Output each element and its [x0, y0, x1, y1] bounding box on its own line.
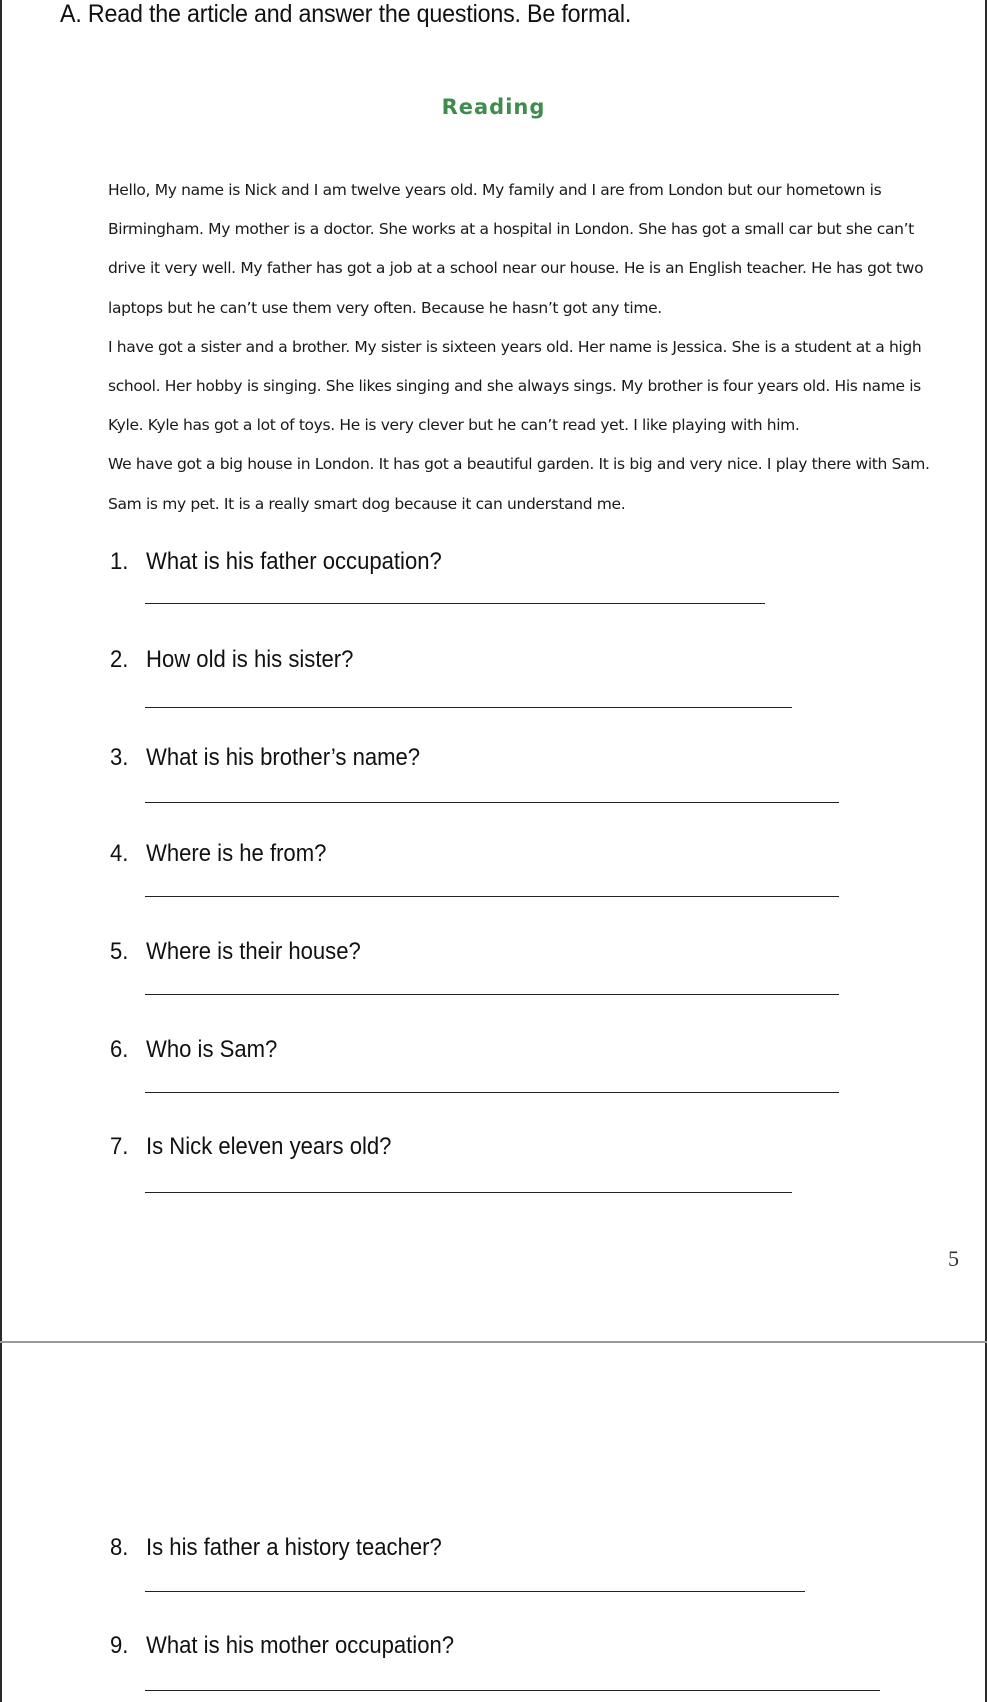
answer-line-2[interactable]: [145, 707, 792, 708]
page-divider: [0, 1341, 987, 1343]
article-line: Hello, My name is Nick and I am twelve years old. My family and I are from London but our hometown is: [108, 181, 882, 199]
question-text: Where is their house?: [146, 938, 361, 965]
question-5: [110, 938, 379, 966]
article-line: school. Her hobby is singing. She likes singing and she always sings. My brother is four years old. His name is: [108, 377, 921, 396]
article-line: Kyle. Kyle has got a lot of toys. He is very clever but he can’t read yet. I like playing with him.: [108, 416, 800, 435]
answer-line-8[interactable]: [145, 1591, 805, 1592]
question-number: 9.: [110, 1632, 129, 1659]
question-number: 2.: [110, 646, 129, 673]
question-number: 1.: [110, 548, 129, 575]
page-border-left: [0, 0, 2, 1702]
question-6: [110, 1036, 289, 1064]
instruction-heading: A. Read the article and answer the questions. Be formal.: [60, 0, 632, 28]
answer-line-7[interactable]: [145, 1192, 792, 1193]
question-number: 8.: [110, 1534, 129, 1561]
reading-title: Reading: [441, 95, 546, 119]
question-text: What is his mother occupation?: [146, 1632, 455, 1659]
article-line: Sam is my pet. It is a really smart dog because it can understand me.: [108, 494, 626, 513]
article-line: We have got a big house in London. It has got a beautiful garden. It is big and very nice. I play there with Sam.: [108, 455, 930, 474]
answer-line-3[interactable]: [145, 802, 839, 803]
page-number: 5: [948, 1246, 959, 1271]
question-text: How old is his sister?: [146, 646, 354, 673]
question-3: [110, 744, 444, 772]
question-text: Is his father a history teacher?: [146, 1534, 442, 1561]
answer-line-4[interactable]: [145, 896, 839, 897]
question-text: Is Nick eleven years old?: [146, 1133, 392, 1160]
article-line: laptops but he can’t use them very often. Because he hasn’t got any time.: [108, 298, 662, 317]
article-line: drive it very well. My father has got a job at a school near our house. He is an English teacher. He has got two: [108, 259, 924, 278]
question-8: [110, 1534, 468, 1562]
question-number: 4.: [110, 840, 129, 867]
answer-line-6[interactable]: [145, 1092, 839, 1093]
article-line: Birmingham. My mother is a doctor. She works at a hospital in London. She has got a small car but she can’t: [108, 220, 914, 239]
answer-line-9[interactable]: [145, 1690, 880, 1691]
question-9: [110, 1632, 481, 1660]
question-number: 5.: [110, 938, 129, 965]
question-text: Where is he from?: [146, 840, 327, 867]
question-text: What is his brother’s name?: [146, 744, 421, 771]
question-1: [110, 548, 468, 576]
question-2: [110, 646, 371, 674]
question-number: 3.: [110, 744, 129, 771]
question-text: What is his father occupation?: [146, 548, 442, 575]
answer-line-1[interactable]: [145, 603, 765, 604]
question-number: 7.: [110, 1133, 129, 1160]
question-7: [110, 1133, 413, 1161]
article-line: I have got a sister and a brother. My sister is sixteen years old. Her name is Jessica. She is a student at a high: [108, 337, 922, 356]
answer-line-5[interactable]: [145, 994, 839, 995]
question-4: [110, 840, 342, 868]
question-text: Who is Sam?: [146, 1036, 278, 1063]
question-number: 6.: [110, 1036, 129, 1063]
reading-article: [108, 171, 974, 524]
